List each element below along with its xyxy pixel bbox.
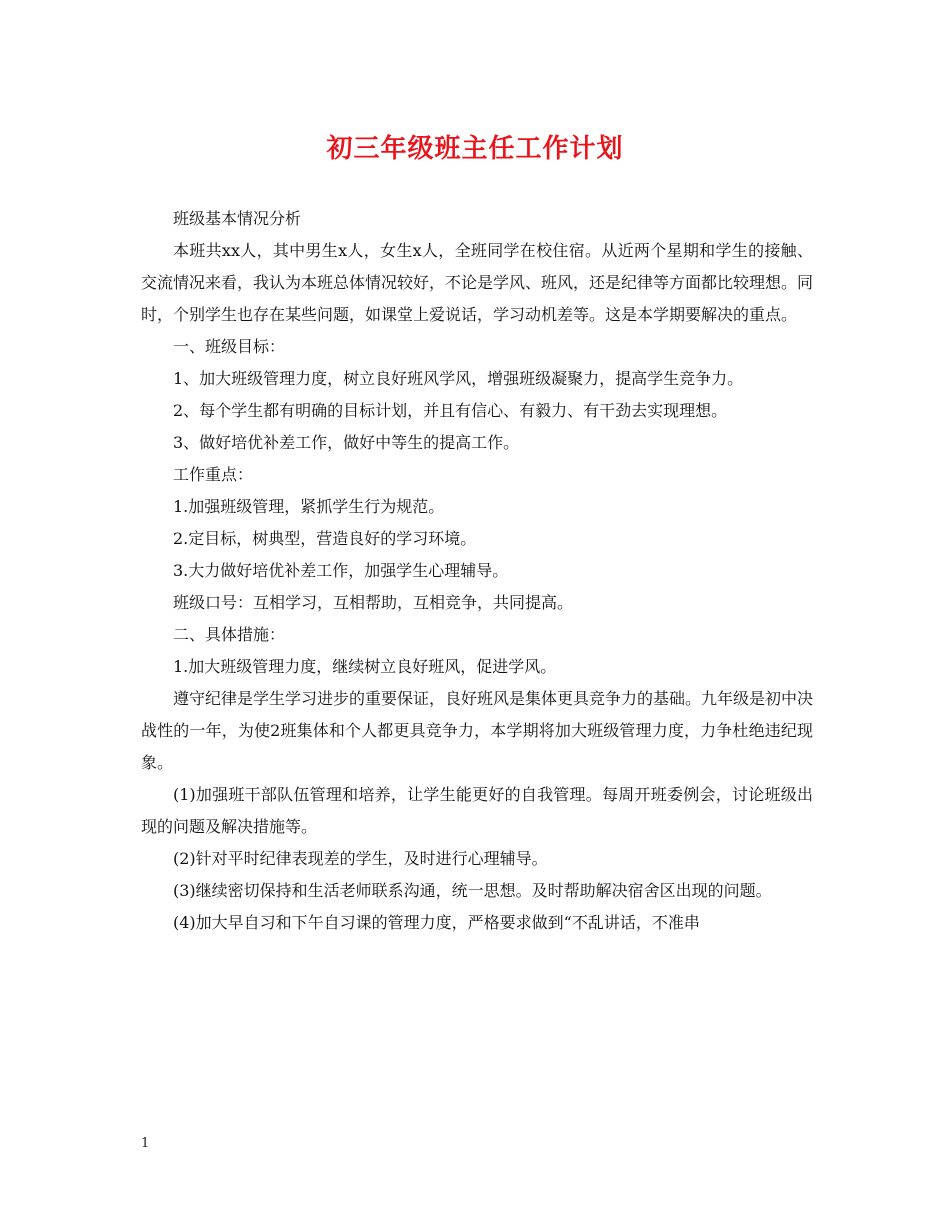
sub-measure-4: (4)加大早自习和下午自习课的管理力度，严格要求做到“不乱讲话，不准串	[173, 913, 700, 932]
class-slogan: 班级口号：互相学习，互相帮助，互相竞争，共同提高。	[173, 593, 574, 612]
document-body	[141, 203, 813, 939]
goal-item-3: 3、做好培优补差工作，做好中等生的提高工作。	[173, 433, 520, 452]
paragraph-class-overview: 本班共xx人，其中男生x人，女生x人，全班同学在校住宿。从近两个星期和学生的接触、交流情况来看，我认为本班总体情况较好，不论是学风、班风，还是纪律等方面都比较理想。同时，个别学生也存在某些问题，如课堂上爱说话，学习动机差等。这是本学期要解决的重点。	[141, 241, 814, 324]
sub-measure-2: (2)针对平时纪律表现差的学生，及时进行心理辅导。	[173, 849, 548, 868]
focus-item-1: 1.加强班级管理，紧抓学生行为规范。	[173, 497, 445, 516]
sub-measure-1: (1)加强班干部队伍管理和培养，让学生能更好的自我管理。每周开班委例会，讨论班级出现的问题及解决措施等。	[141, 785, 813, 836]
section-heading-work-focus: 工作重点：	[173, 465, 254, 484]
page-number: 1	[141, 1136, 150, 1151]
goal-item-1: 1、加大班级管理力度，树立良好班风学风，增强班级凝聚力，提高学生竞争力。	[173, 369, 744, 388]
measure-item-1: 1.加大班级管理力度，继续树立良好班风，促进学风。	[173, 657, 557, 676]
section-heading-measures: 二、具体措施：	[173, 625, 286, 644]
section-heading-class-goals: 一、班级目标：	[173, 337, 286, 356]
document-title: 初三年级班主任工作计划	[326, 134, 624, 164]
section-heading-class-analysis: 班级基本情况分析	[173, 209, 302, 228]
sub-measure-3: (3)继续密切保持和生活老师联系沟通，统一思想。及时帮助解决宿舍区出现的问题。	[173, 881, 772, 900]
focus-item-3: 3.大力做好培优补差工作，加强学生心理辅导。	[173, 561, 509, 580]
goal-item-2: 2、每个学生都有明确的目标计划，并且有信心、有毅力、有干劲去实现理想。	[173, 401, 728, 420]
paragraph-discipline: 遵守纪律是学生学习进步的重要保证，良好班风是集体更具竞争力的基础。九年级是初中决战性的一年，为使2班集体和个人都更具竞争力，本学期将加大班级管理力度，力争杜绝违纪现象。	[141, 689, 814, 772]
focus-item-2: 2.定目标，树典型，营造良好的学习环境。	[173, 529, 477, 548]
